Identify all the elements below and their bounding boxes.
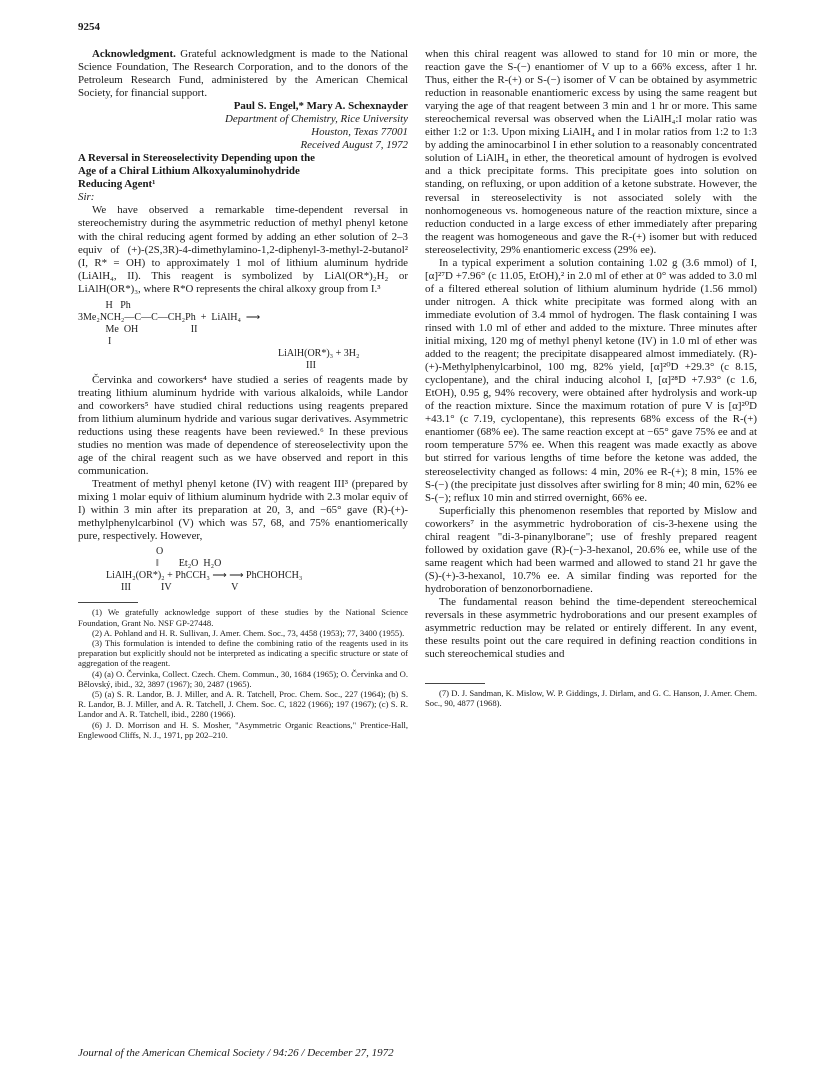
- ack-heading: Acknowledgment.: [92, 48, 176, 60]
- scheme2-line4: III IV V: [106, 582, 239, 594]
- footnote-2: (2) A. Pohland and H. R. Sullivan, J. Amer. Chem. Soc., 73, 4458 (1953); 77, 3400 (1955).: [92, 627, 405, 638]
- scheme1-product: LiAlH(OR*)₃ + 3H₂: [278, 347, 360, 359]
- footnote-rule-right: [425, 683, 485, 684]
- department: Department of Chemistry, Rice University: [225, 113, 408, 126]
- received-date: Received August 7, 1972: [300, 139, 408, 152]
- right-column: [425, 48, 757, 709]
- body-paragraph-3: Treatment of methyl phenyl ketone (IV) with reagent III³ (prepared by mixing 1 molar equiv of lithium aluminum hydride with 2.3 molar equiv of I) within 3 min after its preparation at 20, 3, and −65° gave (R)-(+)-methylphenylcarbinol (V) which was 57, 68, and 75% enantiomerically pure, respectively. However,: [78, 478, 408, 543]
- journal-footer: Journal of the American Chemical Society / 94:26 / December 27, 1972: [78, 1047, 394, 1059]
- footnote-rule: [78, 602, 138, 603]
- footnote-6: (6) J. D. Morrison and H. S. Mosher, "Asymmetric Organic Reactions," Prentice-Hall, Englewood Cliffs, N. J., 1971, pp 202–210.: [78, 719, 408, 740]
- scheme1-line1: H Ph: [78, 299, 131, 311]
- city: Houston, Texas 77001: [311, 126, 408, 139]
- scheme1-line3: Me OH II: [78, 323, 198, 335]
- body-paragraph-6: Superficially this phenomenon resembles that reported by Mislow and coworkers⁷ in the asymmetric hydroboration of cis-3-hexene using the chiral reagent "di-3-pinanylborane"; use of freshly prepared reagent followed by oxidation gave (R)-(−)-3-hexanol, 20.6% ee, while use of the same reagent which had been warmed and allowed to stand 21 hr gave the (S)-(+)-3-hexanol, 10.7% ee. A similar finding was reported for the hydroboration of benzonorbornadiene.: [425, 504, 757, 595]
- body-paragraph-4: when this chiral reagent was allowed to stand for 10 min or more, the reaction gave the S-(−) enantiomer of V up to a 66% excess, after 1 hr. Thus, either the R-(+) or S-(−) isomer of V can be obtained by asymmetric reduction in reasonable enantiomeric excess by using the same reagent but varying the age of that reagent between 3 min and 1 hr or more. This same stereochemical reversal was observed when the LiAlH₄:I molar ratio was either 1:2 or 1:3. Upon mixing LiAlH₄ and I in molar ratios from 1:2 to 1:3 by adding the aminocarbinol I in ether solution to a reasonably concentrated solution of LiAlH₄ in ether, the theoretical amount of hydrogen is evolved and a thick precipitate forms. This precipitate goes into solution on standing, on refluxing, or upon addition of a ketone substrate. However, the reversal in stereoselectivity is not associated solely with the nonhomogeneous vs. homogeneous nature of the reaction mixture, since a reduction conducted in a large excess of ether immediately after preparing the reagent was homogeneous and gave the R-(+) isomer but with reduced stereoselectivity, 29% enantiomeric excess (29% ee).: [425, 48, 757, 256]
- ack-text: Grateful acknowledgment is made to the National Science Foundation, The Research Corporation, and to the donors of the Petroleum Research Fund, administered by the American Chemical Society, for financial support.: [78, 48, 408, 100]
- scheme2-line1: O: [106, 546, 164, 558]
- footnote-3: (3) This formulation is intended to define the combining ratio of the reagents used in its preparation but explicitly should not be interpreted as indicating a specific structure or state of aggregation of the reagent.: [78, 637, 408, 669]
- scheme1-line4: I: [78, 335, 112, 347]
- reaction-scheme-2: [106, 546, 408, 594]
- body-paragraph-2: Červinka and coworkers⁴ have studied a series of reagents made by treating lithium aluminum hydride with various alkaloids, while Landor and coworkers⁵ have studied chiral reductions using reagents prepared from lithium aluminum hydride and various sugar derivatives. Asymmetric reductions using these reagents have been reviewed.⁶ In these previous studies no mention was made of dependence of stereoselectivity upon the age of the chiral reagent such as we have observed and report in this communication.: [78, 373, 408, 478]
- footnote-5: (5) (a) S. R. Landor, B. J. Miller, and A. R. Tatchell, Proc. Chem. Soc., 227 (1964); (b) S. R. Landor, B. J. Miller, and A. R. Tatchell, J. Chem. Soc. C, 1822 (1966); 197 (1967); (c) S. R. Landor and A. R. Tatchell, ibid., 2280 (1966).: [78, 688, 408, 720]
- scheme2-line2: ‖ Et₂O H₂O: [106, 558, 222, 570]
- body-paragraph-1: We have observed a remarkable time-dependent reversal in stereochemistry during the asymmetric reduction of methyl phenyl ketone with the chiral reducing agent formed by adding an ether solution of 2–3 equiv of (+)-(2S,3R)-4-dimethylamino-1,2-diphenyl-3-methyl-2-butanol² (I, R* = OH) to approximately 1 mol of lithium aluminum hydride (LiAlH₄, II). This reagent is symbolized by LiAl(OR*)₂H₂ or LiAlH(OR*)₃, where R*O represents the chiral alkoxy group from I.³: [78, 204, 408, 295]
- footnote-1: (1) We gratefully acknowledge support of these studies by the National Science Foundation, Grant No. NSF GP-27448.: [78, 607, 408, 628]
- acknowledgment: [78, 48, 408, 100]
- body-paragraph-7: The fundamental reason behind the time-dependent stereochemical reversals in these asymmetric hydroborations and our present examples of asymmetric reduction may be related or entirely different. In any event, these results point out the care required in defining reaction conditions in such stereochemical studies and: [425, 595, 757, 661]
- scheme1-product-label: III: [306, 359, 316, 371]
- scheme1-line2: 3Me₂NCH₂—C—C—CH₂Ph + LiAlH₄ ⟶: [78, 311, 261, 323]
- left-column: [78, 48, 408, 740]
- footnote-7: (7) D. J. Sandman, K. Mislow, W. P. Giddings, J. Dirlam, and G. C. Hanson, J. Amer. Chem. Soc., 90, 4877 (1968).: [425, 688, 757, 709]
- page-number: 9254: [78, 21, 100, 33]
- article-title: A Reversal in Stereoselectivity Depending upon the Age of a Chiral Lithium Alkoxyaluminohydride Reducing Agent¹: [78, 152, 315, 191]
- footnote-4: (4) (a) O. Červinka, Collect. Czech. Chem. Commun., 30, 1684 (1965); O. Červinka and O. Bělovský, ibid., 32, 3897 (1967); 30, 2487 (1965).: [78, 668, 408, 689]
- salutation: Sir:: [78, 191, 95, 204]
- reaction-scheme-1: [78, 300, 408, 372]
- body-paragraph-5: In a typical experiment a solution containing 1.02 g (3.6 mmol) of I, [α]²⁷D +7.96° (c 11.05, EtOH),² in 2.0 ml of ether at 0° was added to 3.0 ml of a filtered ethereal solution of lithium aluminum hydride (1.56 mmol) under nitrogen. A thick white precipitate was formed along with an immediate evolution of 3.4 mmol of hydrogen. The flask containing I was rinsed with 1.0 ml of ether and added to the mixture. Three minutes after initial mixing, 120 mg of methyl phenyl ketone (IV) in 1.0 ml of ether was added to the reagent; the precipitate disappeared almost immediately. (R)-(+)-Methylphenylcarbinol, 100 mg, 82% yield, [α]²⁰D +29.3° (c 8.15, cyclopentane), and the chiral inducing alcohol I, [α]²⁸D +7.93° (c 1.6, EtOH), 0.95 g, 94% recovery, were obtained after hydrolysis and work-up of the reaction mixture. Since the maximum rotation of pure V is [α]²⁰D +43.1° (c 7.19, cyclopentane), this represents 68% excess of the R-(+) enantiomer (68% ee). The same reaction except at −65° gave 75% ee and at room temperature 57% ee. When this reagent was made exactly as above but stirred for various lengths of time before the ketone was added, the stereoselectivity changed as follows: 4 min, 20% ee R-(+); 8 min, 15% ee S-(−) (the precipitate just dissolves after swirling for 8 min; 40 min, 62% ee S-(−); reflux 10 min and stirred overnight, 66% ee.: [425, 256, 757, 504]
- scheme2-line3: LiAlH₂(OR*)₂ + PhCCH₃ ⟶ ⟶ PhCHOHCH₃: [106, 570, 303, 582]
- authors: Paul S. Engel,* Mary A. Schexnayder: [233, 100, 408, 113]
